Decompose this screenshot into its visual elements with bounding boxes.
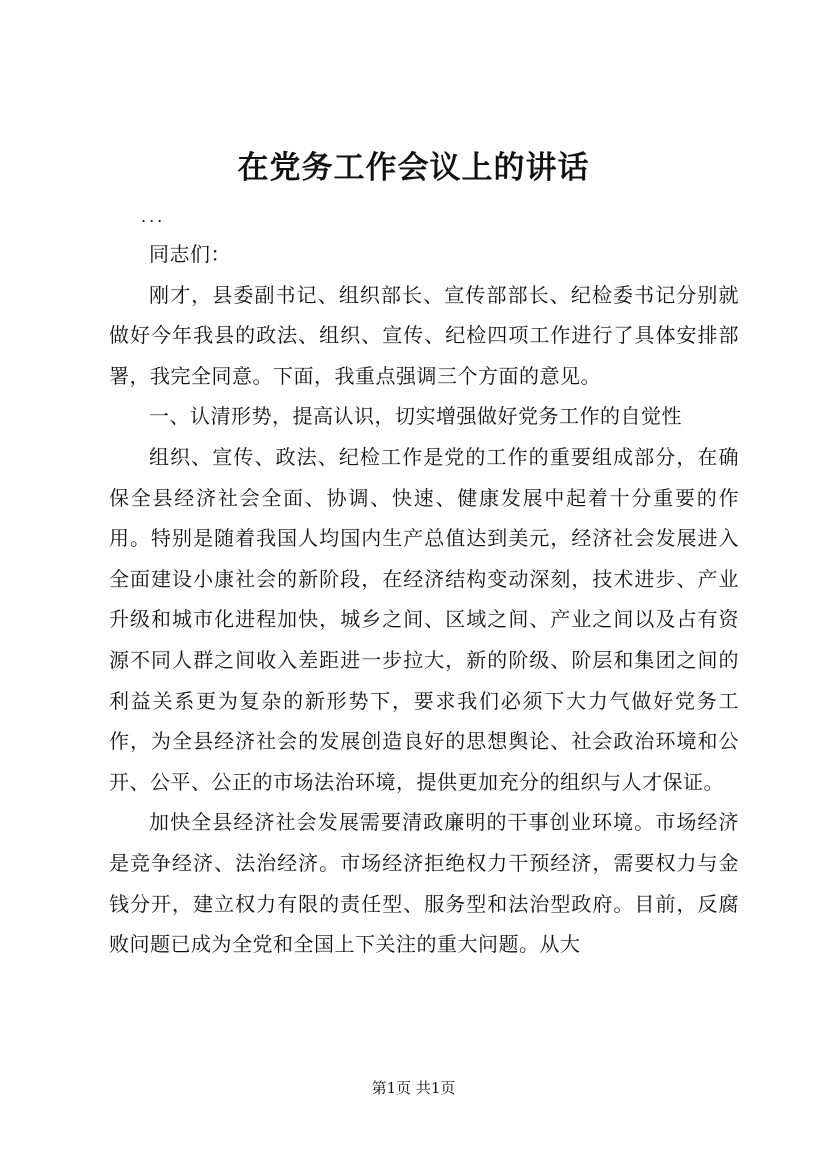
document-body [109, 202, 739, 965]
intro-paragraph: 刚才，县委副书记、组织部长、宣传部部长、纪检委书记分别就做好今年我县的政法、组织、宣传、纪检四项工作进行了具体安排部署，我完全同意。下面，我重点强调三个方面的意见。 [109, 282, 739, 388]
body-paragraph: 组织、宣传、政法、纪检工作是党的工作的重要组成部分，在确保全县经济社会全面、协调、快速、健康发展中起着十分重要的作用。特别是随着我国人均国内生产总值达到美元，经济社会发展进入全面建设小康社会的新阶段，在经济结构变动深刻，技术进步、产业升级和城市化进程加快，城乡之间、区域之间、产业之间以及占有资源不同人群之间收入差距进一步拉大，新的阶级、阶层和集团之间的利益关系更为复杂的新形势下，要求我们必须下大力气做好党务工作，为全县经济社会的发展创造良好的思想舆论、社会政治环境和公开、公平、公正的市场法治环境，提供更加充分的组织与人才保证。 [109, 444, 739, 794]
salutation-paragraph: 同志们： [149, 242, 231, 266]
page-footer [0, 1078, 827, 1098]
body-paragraph: 加快全县经济社会发展需要清政廉明的干事创业环境。市场经济是竞争经济、法治经济。市场经济拒绝权力干预经济，需要权力与金钱分开，建立权力有限的责任型、服务型和法治型政府。目前，反腐败问题已成为全党和全国上下关注的重大问题。从大 [109, 810, 739, 957]
ellipsis-text: ... [141, 207, 166, 226]
section-heading: 一、认清形势，提高认识，切实增强做好党务工作的自觉性 [149, 404, 682, 429]
page-number-label: 第1页 共1页 [371, 1079, 456, 1097]
document-title: 在党务工作会议上的讲话 [237, 150, 590, 186]
